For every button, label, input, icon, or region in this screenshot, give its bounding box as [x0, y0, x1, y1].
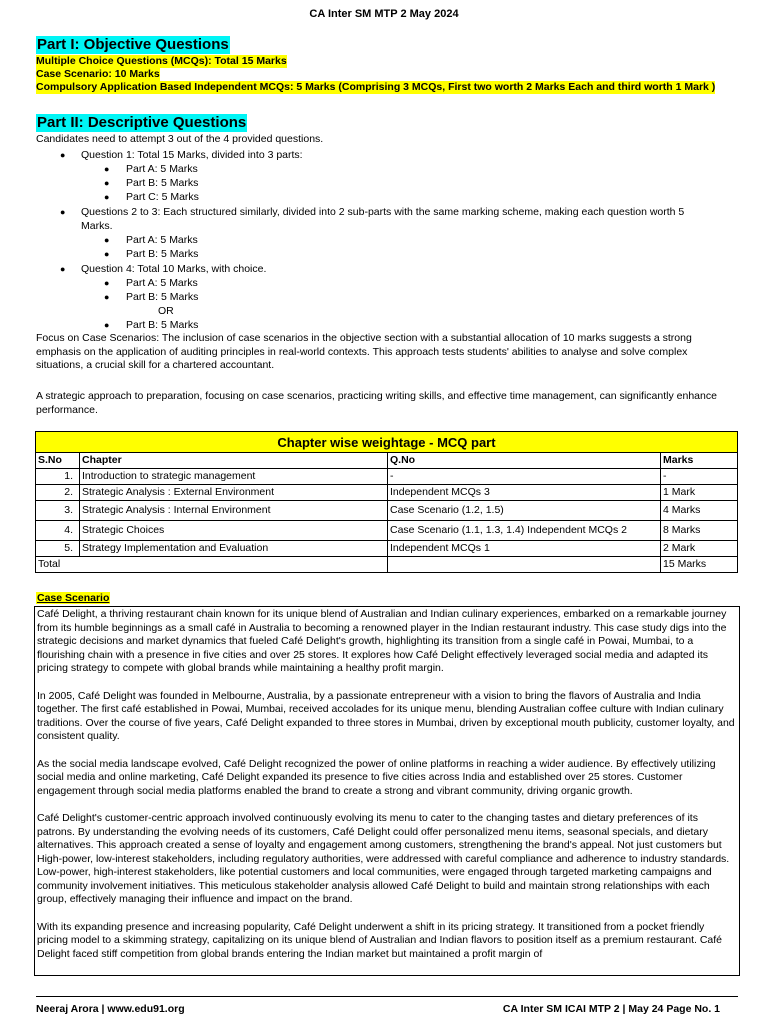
- footer-author: [36, 1003, 185, 1015]
- case-paragraph: In 2005, Café Delight was founded in Melbourne, Australia, by a passionate entrepreneur with a vision to bring the flavors of Australia and India together. The first café established in Powai, Mumbai, received accolades for its unique menu, blending Australian coffee culture with Indian culinary traditions. Over the course of five years, Café Delight expanded to three stores in Mumbai, driven by exceptional mouth publicity, customer loyalty, and consistent quality.: [37, 689, 735, 743]
- bullet-icon: ●: [104, 192, 110, 202]
- case-scenario-box: [34, 606, 740, 976]
- focus-paragraph: Focus on Case Scenarios: The inclusion of case scenarios in the objective section with a substantial allocation of 10 marks suggests a strong emphasis on the application of auditing principles in real-world contexts. This approach tests students' abilities to analyse and solve complex situations, a crucial skill for a chartered accountant.: [36, 332, 692, 371]
- table-row: 2. Strategic Analysis : External Environment Independent MCQs 3 1 Mark: [36, 485, 738, 501]
- q4-text: Question 4: Total 10 Marks, with choice.: [81, 263, 267, 275]
- header-sno: S.No: [36, 453, 80, 469]
- bullet-icon: ●: [104, 235, 110, 245]
- table-title: Chapter wise weightage - MCQ part: [36, 432, 738, 453]
- table-total-row: [36, 557, 738, 573]
- bullet-icon: ●: [60, 264, 66, 274]
- strategy-paragraph: A strategic approach to preparation, focusing on case scenarios, practicing writing skills, and effective time management, can significantly enhance performance.: [36, 390, 717, 416]
- bullet-icon: ●: [104, 164, 110, 174]
- footer-page-info: CA Inter SM ICAI MTP 2 | May 24 Page No. 1: [502, 1003, 720, 1015]
- page-header-title: CA Inter SM MTP 2 May 2024: [309, 8, 459, 20]
- table-header-row: [36, 453, 738, 469]
- table-row: 5. Strategy Implementation and Evaluation Independent MCQs 1 2 Mark: [36, 541, 738, 557]
- header-marks: Marks: [661, 453, 738, 469]
- table-row: 3. Strategic Analysis : Internal Environment Case Scenario (1.2, 1.5) 4 Marks: [36, 501, 738, 521]
- q23-text-line1: Questions 2 to 3: Each structured similarly, divided into 2 sub-parts with the same marking scheme, making each question worth 5: [81, 206, 685, 218]
- case-paragraph: With its expanding presence and increasing popularity, Café Delight underwent a shift in its pricing strategy. It transitioned from a pocket friendly pricing model to a skimming strategy, capitalizing on its unique blend of Australian and Indian flavors to position itself as a premium restaurant. Café Delight faced stiff competition from global brands entering the Indian market but maintained a profit margin of: [37, 920, 722, 960]
- case-paragraph: Café Delight's customer-centric approach involved continuously evolving its menu to cater to the changing tastes and dietary preferences of its patrons. By understanding the evolving needs of its customers, Café Delight could offer personalized menu items, seasonal specials, and dietary alternatives. This approach created a sense of loyalty and engagement among customers, strengthening the brand's appeal. Not just customers but High-power, low-interest stakeholders, including regulatory authorities, were addressed with careful compliance and adherence to industry standards. Low-power, high-interest stakeholders, like potential customers and local communities, were engaged through targeted marketing campaigns and community involvement initiatives. This meticulous stakeholder analysis allowed Café Delight to build and maintain strong relationships with each group, effectively managing their influence and impact on the brand.: [37, 811, 730, 906]
- table-row: 1. Introduction to strategic management - -: [36, 469, 738, 485]
- footer-website-link[interactable]: www.edu91.org: [107, 1003, 185, 1015]
- q23-text-line2: Marks.: [81, 220, 113, 232]
- part2-heading: Part II: Descriptive Questions: [37, 114, 247, 131]
- footer-author-name: Neeraj Arora |: [36, 1003, 108, 1015]
- part1-case-line: Case Scenario: 10 Marks: [36, 68, 160, 80]
- bullet-icon: ●: [104, 278, 110, 288]
- case-scenario-label: Case Scenario: [37, 592, 110, 604]
- bullet-icon: ●: [60, 207, 66, 217]
- table-row: 4. Strategic Choices Case Scenario (1.1, 1.3, 1.4) Independent MCQs 2 8 Marks: [36, 521, 738, 541]
- bullet-icon: ●: [104, 292, 110, 302]
- total-marks: 15 Marks: [661, 557, 738, 573]
- total-label: Total: [36, 557, 388, 573]
- bullet-icon: ●: [104, 320, 110, 330]
- bullet-icon: ●: [104, 178, 110, 188]
- header-chapter: Chapter: [80, 453, 388, 469]
- bullet-icon: ●: [60, 150, 66, 160]
- part1-mcq-line: Multiple Choice Questions (MCQs): Total 15 Marks: [36, 55, 287, 67]
- case-paragraph: As the social media landscape evolved, Café Delight recognized the power of online platforms in reaching a wider audience. By effectively utilizing social media and online marketing, Café Delight expanded its presence to five cities across India and established over 25 stores. Customer engagement through social media platforms enabled the brand to create a strong and vibrant community, driving organic growth.: [37, 757, 716, 797]
- part1-heading: Part I: Objective Questions: [37, 36, 229, 53]
- case-paragraph: Café Delight, a thriving restaurant chain known for its unique blend of Australian and Indian culinary experiences, embarked on a remarkable journey from its humble beginnings as a small café in Australia to becoming a renowned player in the Indian restaurant industry. This case study digs into the strategic decisions and market dynamics that fueled Café Delight's growth, highlighting its transition from a single café in Powai, Mumbai, to a flourishing chain with a presence in five cities and over 25 stores. It explores how Café Delight effectively leveraged social media and adapted its pricing strategy to compete with global brands while maintaining a healthy profit margin.: [37, 608, 727, 675]
- header-qno: Q.No: [388, 453, 661, 469]
- chapter-weightage-table: [35, 431, 738, 573]
- part2-intro: Candidates need to attempt 3 out of the 4 provided questions.: [36, 133, 324, 145]
- bullet-icon: ●: [104, 249, 110, 259]
- part1-compulsory-line: Compulsory Application Based Independent MCQs: 5 Marks (Comprising 3 MCQs, First two worth 2 Marks Each and third worth 1 Mark ): [36, 81, 716, 93]
- footer-divider: [36, 996, 738, 997]
- q4-or-text: OR: [158, 305, 174, 317]
- q1-text: Question 1: Total 15 Marks, divided into 3 parts:: [81, 149, 303, 161]
